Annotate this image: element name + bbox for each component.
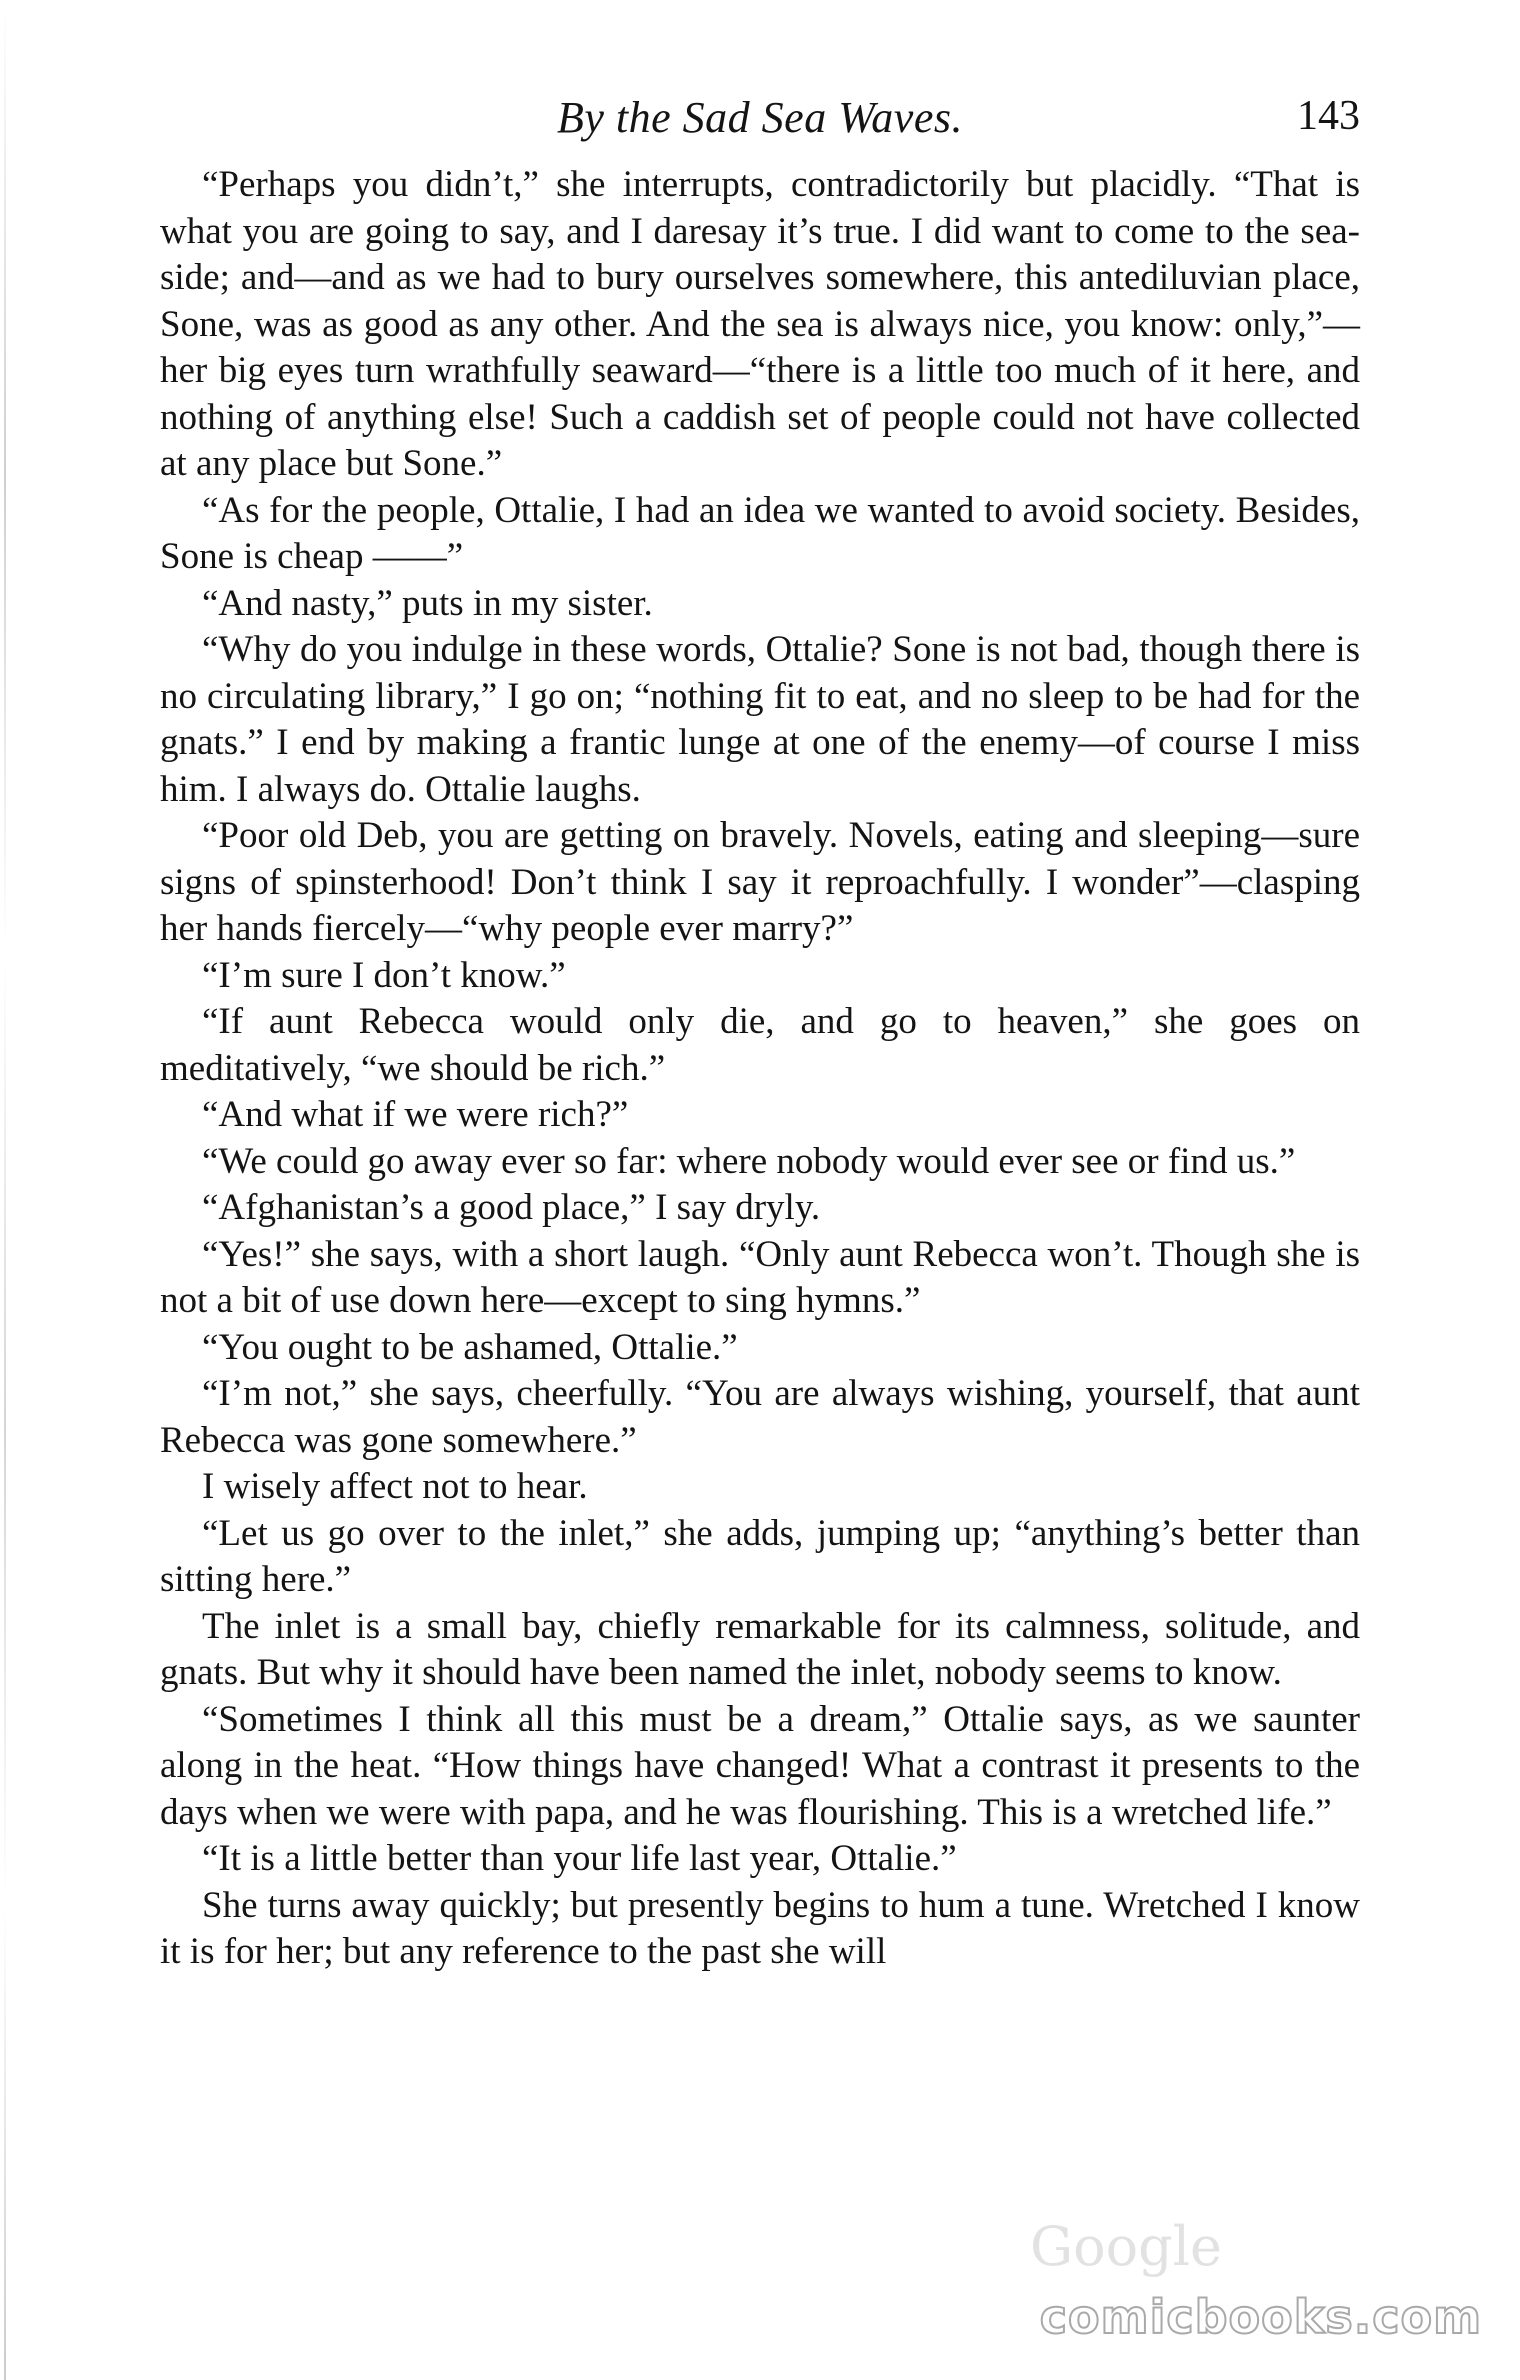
paragraph: “You ought to be ashamed, Ottalie.” — [202, 1326, 738, 1368]
paragraph: She turns away quickly; but presently begins to hum a tune. Wretched I know it is for her; but any reference to the past she will — [160, 1884, 1360, 1972]
page-header — [160, 92, 1360, 152]
paragraph: “We could go away ever so far: where nobody would ever see or find us.” — [202, 1140, 1296, 1182]
paragraph: “Let us go over to the inlet,” she adds, jumping up; “anything’s better than sitting here.” — [160, 1512, 1360, 1600]
paragraph: “I’m not,” she says, cheerfully. “You are always wishing, yourself, that aunt Rebecca was gone somewhere.” — [160, 1373, 1360, 1461]
paragraph: “I’m sure I don’t know.” — [202, 954, 566, 996]
paragraph: “And what if we were rich?” — [202, 1094, 629, 1135]
paragraph: “Sometimes I think all this must be a dream,” Ottalie says, as we saunter along in the heat. “How things have changed! What a contrast it presents to the days when we were with papa, and he was flourishing. This is a wretched life.” — [160, 1698, 1360, 1833]
paragraph: “Poor old Deb, you are getting on bravely. Novels, eating and sleeping—sure signs of spinsterhood! Don’t think I say it reproachfully. I wonder”—clasping her hands fiercely—“why people ever marry?” — [160, 815, 1360, 949]
page-number: 143 — [1297, 93, 1360, 139]
paragraph: I wisely affect not to hear. — [202, 1466, 588, 1507]
paragraph: “And nasty,” puts in my sister. — [202, 582, 653, 624]
paragraph: The inlet is a small bay, chiefly remarkable for its calmness, solitude, and gnats. But why it should have been named the inlet, nobody seems to know. — [160, 1605, 1360, 1693]
running-title: By the Sad Sea Waves. — [557, 93, 963, 142]
google-scan-watermark: Google — [1030, 2215, 1222, 2278]
paragraph: “It is a little better than your life last year, Ottalie.” — [202, 1838, 957, 1879]
paragraph: “Perhaps you didn’t,” she interrupts, contradictorily but placidly. “That is what you are going to say, and I daresay it’s true. I did want to come to the sea-side; and—and as we had to bury ourselves somewhere, this antediluvian place, Sone, was as good as any other. And the sea is always nice, you know: only,”—her big eyes turn wrathfully seaward—“there is a little too much of it here, and nothing of anything else! Such a caddish set of people could not have collected at any place but Sone.” — [160, 164, 1360, 484]
paragraph: “Afghanistan’s a good place,” I say dryly. — [202, 1187, 821, 1228]
paragraph: “As for the people, Ottalie, I had an idea we wanted to avoid society. Besides, Sone is cheap ——” — [160, 489, 1360, 577]
page-edge-shadow — [4, 0, 6, 2380]
paragraph: “If aunt Rebecca would only die, and go to heaven,” she goes on meditatively, “we should be rich.” — [160, 1001, 1360, 1089]
paragraph: “Why do you indulge in these words, Ottalie? Sone is not bad, though there is no circulating library,” I go on; “nothing fit to eat, and no sleep to be had for the gnats.” I end by making a frantic lunge at one of the enemy—of course I miss him. I always do. Ottalie laughs. — [160, 629, 1360, 810]
paragraph: “Yes!” she says, with a short laugh. “Only aunt Rebecca won’t. Though she is not a bit of use down here—except to sing hymns.” — [160, 1233, 1360, 1321]
page-body — [160, 162, 1360, 1976]
site-watermark: comicbooks.com — [1039, 2290, 1482, 2344]
